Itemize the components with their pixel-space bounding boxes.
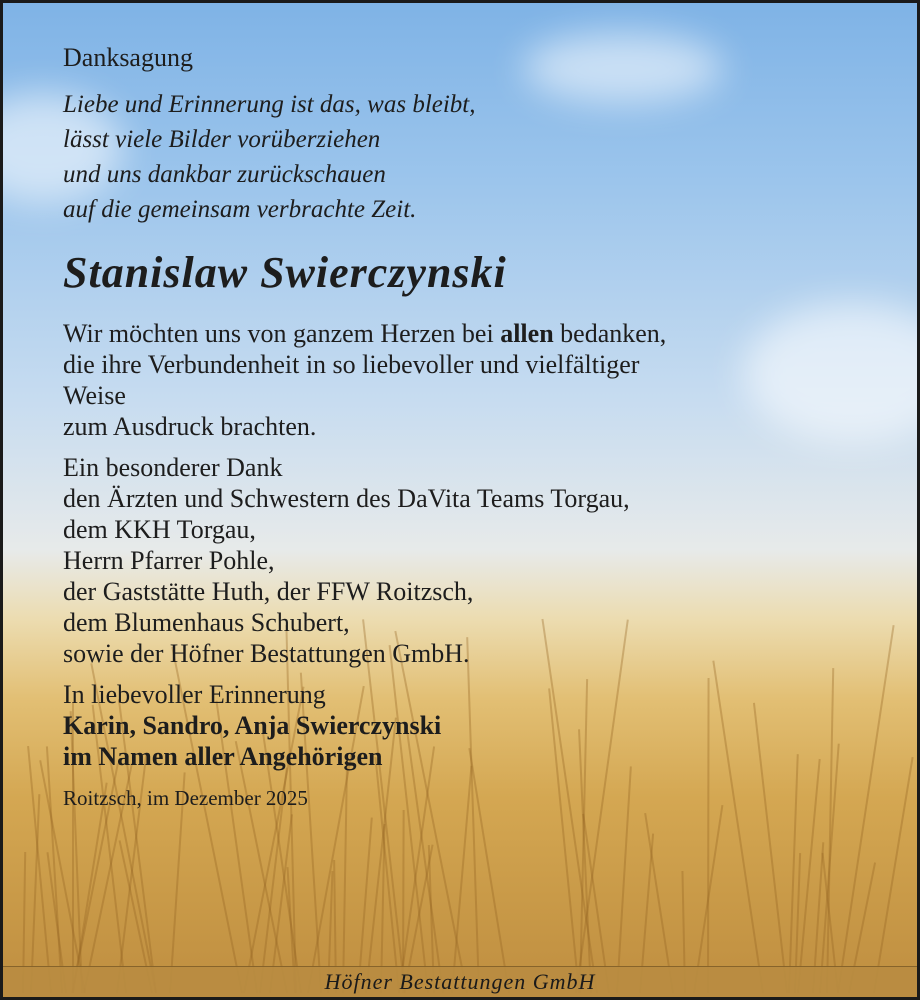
- family-names: Karin, Sandro, Anja Swierczynski: [63, 711, 442, 740]
- thanks-line: [63, 318, 877, 349]
- poem-line: Liebe und Erinnerung ist das, was bleibt,: [63, 91, 476, 118]
- special-thanks-line: sowie der Höfner Bestattungen GmbH.: [63, 639, 470, 668]
- poem: [63, 87, 877, 227]
- thanks-line: die ihre Verbundenheit in so liebevoller und vielfältiger: [63, 350, 640, 379]
- closing-line: In liebevoller Erinnerung: [63, 680, 326, 709]
- special-thanks-line: der Gaststätte Huth, der FFW Roitzsch,: [63, 577, 474, 606]
- funeral-home-footer: Höfner Bestattungen GmbH: [3, 966, 917, 997]
- relatives-line: im Namen aller Angehörigen: [63, 742, 383, 771]
- thanks-text: Wir möchten uns von ganzem Herzen bei: [63, 319, 501, 348]
- wheat-stalk: [873, 757, 914, 993]
- thanks-text: bedanken,: [553, 319, 667, 348]
- special-thanks-line: Herrn Pfarrer Pohle,: [63, 546, 275, 575]
- deceased-name: Stanislaw Swierczynski: [63, 248, 507, 297]
- heading-danksagung: Danksagung: [63, 43, 193, 72]
- special-thanks: [63, 452, 877, 669]
- thanks-bold-word: allen: [500, 319, 554, 348]
- poem-line: lässt viele Bilder vorüberziehen: [63, 126, 381, 153]
- poem-line: und uns dankbar zurückschauen: [63, 161, 386, 188]
- thanks-line: Weise: [63, 381, 126, 410]
- thanks-line: zum Ausdruck brachten.: [63, 412, 317, 441]
- special-thanks-line: den Ärzten und Schwestern des DaVita Teams Torgau,: [63, 484, 630, 513]
- special-thanks-line: dem Blumenhaus Schubert,: [63, 608, 350, 637]
- poem-line: auf die gemeinsam verbrachte Zeit.: [63, 196, 417, 223]
- closing: [63, 679, 877, 772]
- content: [63, 43, 877, 811]
- place-date: Roitzsch, im Dezember 2025: [63, 786, 308, 810]
- special-thanks-line: dem KKH Torgau,: [63, 515, 256, 544]
- thanks-intro: [63, 318, 877, 442]
- special-thanks-line: Ein besonderer Dank: [63, 453, 283, 482]
